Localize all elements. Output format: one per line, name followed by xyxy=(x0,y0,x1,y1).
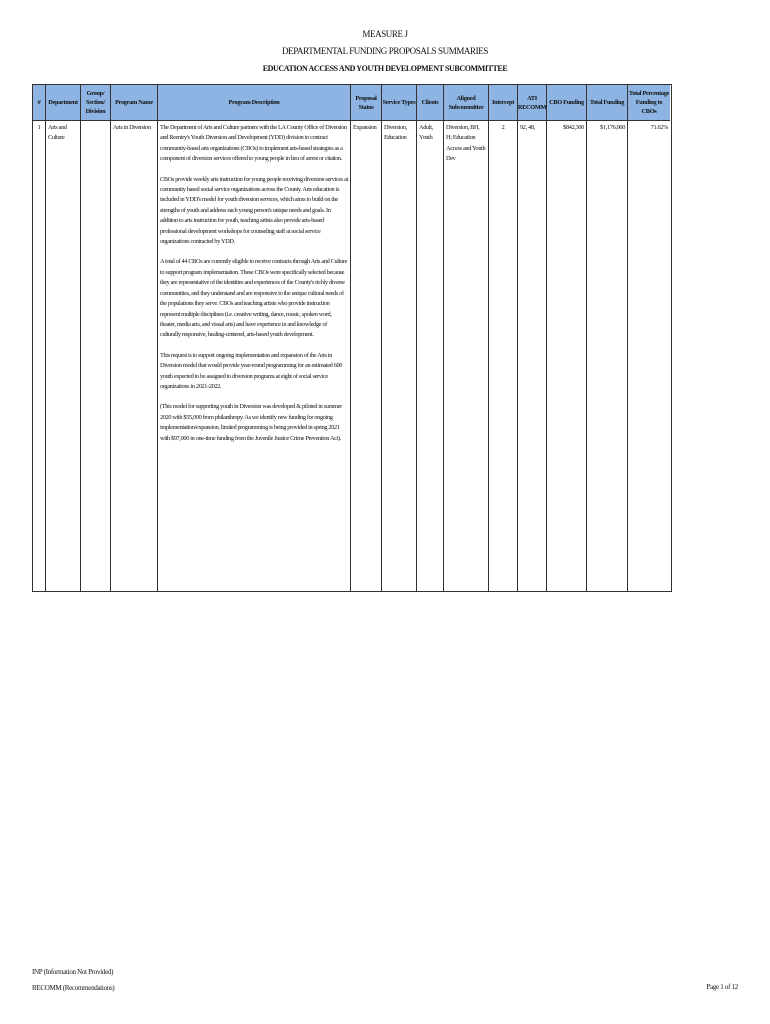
description-paragraph: CBOs provide weekly arts instruction for young people receiving diversion services at community based social service organizations across the County. Arts education is included in YDD's model for youth diversion services, which aims to build on the strengths of youth and address each young person's unique needs and goals. In addition to arts instruction for youth, teaching artists also provide arts-based professional development workshops for counseling staff at social service organizations contracted by YDD. xyxy=(160,175,348,246)
col-header-aligned-subcommittee: Aligned Subcommittee xyxy=(444,85,489,121)
col-header-num: # xyxy=(33,85,46,121)
cell-group xyxy=(81,121,111,591)
col-header-program-name: Program Name xyxy=(111,85,158,121)
col-header-department: Department xyxy=(46,85,81,121)
footnote-recomm: RECOMM (Recommendations) xyxy=(32,984,115,992)
cell-cbo-funding: $842,300 xyxy=(547,121,587,591)
col-header-cbo-funding: CBO Funding xyxy=(547,85,587,121)
cell-total-pct: 71.62% xyxy=(650,124,668,131)
cell-proposal-status: Expansion xyxy=(351,121,382,591)
description-paragraph: (This model for supporting youth in Diversion was developed & piloted in summer 2020 with $55,000 from philanthropy. As we identify new funding for ongoing implementation/expansion, limited programming is being provided in spring 2021 with $97,000 in one-time funding from the Juvenile Justice Crime Prevention Act). xyxy=(160,403,342,442)
description-paragraph: A total of 44 CBOs are currently eligible to receive contracts through Arts and Culture to support program implementation. These CBOs were specifically selected because they are representative of the identities and experiences of the County's richly diverse communities, and they understand and are responsive to the unique cultural needs of the populations they serve. CBOs and teaching artists who provide instruction represent multiple disciplines (i.e. creative writing, dance, music, spoken word, theater, media arts, and visual arts) and have experience in and knowledge of culturally responsive, healing-centered, arts-based youth development. xyxy=(160,258,348,339)
footnote-inp: INP (Information Not Provided) xyxy=(32,968,114,976)
cell-intercept: 2 xyxy=(489,121,518,591)
col-header-program-description: Program Description xyxy=(158,85,351,121)
description-paragraph: The Department of Arts and Culture partners with the LA County Office of Diversion and Reentry's Youth Diversion and Development (YDD) division to contract community-based arts organizations (CBOs) to implement arts-based strategies as a component of diversion services offered to young people in lieu of arrest or citation. xyxy=(160,124,347,163)
cell-total-funding: $1,176,000 xyxy=(587,121,628,591)
cell-service-types: Diversion, Education xyxy=(382,121,417,591)
subcommittee-title: EDUCATION ACCESS AND YOUTH DEVELOPMENT SUBCOMMITTEE xyxy=(262,64,508,73)
cell-clients: Adult, Youth xyxy=(417,121,444,591)
col-header-proposal-status: Proposal Status xyxy=(351,85,382,121)
col-header-service-types: Service Types xyxy=(382,85,417,121)
cell-program-description xyxy=(158,121,351,591)
cell-program-name: Arts in Diversion xyxy=(111,121,158,591)
col-header-clients: Clients xyxy=(417,85,444,121)
description-paragraph: This request is to support ongoing implementation and expansion of the Arts in Diversion model that would provide year-round programming for an estimated 600 youth expected to be assigned to diversion programs at eight of social service organizations in 2021-2022. xyxy=(160,351,343,390)
cell-num: 1 xyxy=(33,121,46,591)
cell-aligned-subcommittee: Diversion, BH, H; Education Access and Youth Dev xyxy=(444,121,489,591)
col-header-total-pct: Total Percentage Funding to CBOs xyxy=(628,85,670,121)
doc-subtitle: DEPARTMENTAL FUNDING PROPOSALS SUMMARIES xyxy=(282,46,488,56)
cell-department: Arts and Culture xyxy=(46,121,81,591)
page-number: Page 1 of 12 xyxy=(706,983,738,991)
doc-title: MEASURE J xyxy=(362,29,408,39)
proposals-table xyxy=(32,84,672,592)
col-header-ati-recomm: ATI RECOMM xyxy=(518,85,547,121)
col-header-intercept: Intercept xyxy=(489,85,518,121)
col-header-total-funding: Total Funding xyxy=(587,85,628,121)
col-header-group: Group/ Section/ Division xyxy=(81,85,111,121)
cell-ati-recomm: 92, 48, xyxy=(518,121,547,591)
